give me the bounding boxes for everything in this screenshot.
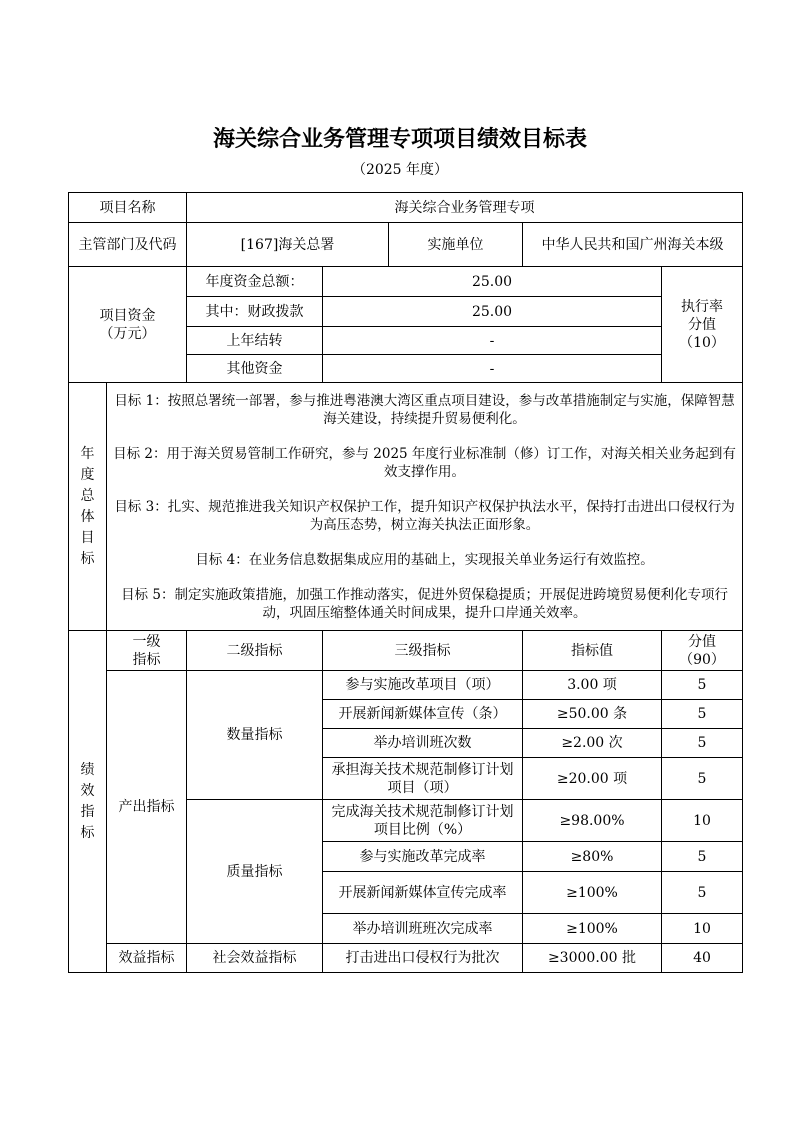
exec-rate-score: [662, 267, 743, 383]
indicator-name: 开展新闻新媒体宣传（条）: [323, 700, 523, 729]
funds-total-value: 25.00: [323, 267, 662, 297]
indicator-score: 5: [662, 700, 743, 729]
output-label: 产出指标: [107, 671, 187, 944]
funds-label: [69, 267, 187, 383]
performance-table: [68, 192, 743, 973]
indicator-value: ≥2.00 次: [523, 729, 662, 758]
header-level2: 二级指标: [187, 631, 323, 671]
indicator-value: ≥100%: [523, 914, 662, 944]
indicator-score: 5: [662, 842, 743, 872]
indicator-score: 5: [662, 671, 743, 700]
indicator-value: ≥50.00 条: [523, 700, 662, 729]
indicator-name: 举办培训班次数: [323, 729, 523, 758]
project-name-label: 项目名称: [69, 193, 187, 223]
exec-line1: 执行率: [681, 298, 724, 315]
social-benefit-label: 社会效益指标: [187, 944, 323, 973]
indicator-value: 3.00 项: [523, 671, 662, 700]
perf-label: [69, 631, 107, 973]
exec-line2: 分值: [688, 316, 717, 333]
impl-label: 实施单位: [389, 223, 523, 267]
funds-label-line1: 项目资金: [99, 307, 156, 324]
quantity-label: 数量指标: [187, 671, 323, 800]
indicator-score: 5: [662, 872, 743, 914]
header-level1-line1: 一级: [132, 633, 161, 650]
dept-label: 主管部门及代码: [69, 223, 187, 267]
project-name-value: 海关综合业务管理专项: [187, 193, 743, 223]
indicator-name: 打击进出口侵权行为批次: [323, 944, 523, 973]
goal-item: 目标 1：按照总署统一部署，参与推进粤港澳大湾区重点项目建设，参与改革措施制定与实施，保障智慧海关建设，持续提升贸易便利化。: [114, 392, 735, 427]
funds-other-label: 其他资金: [187, 355, 323, 383]
funds-carry-value: -: [323, 327, 662, 355]
funds-other-value: -: [323, 355, 662, 383]
indicator-name: 承担海关技术规范制修订计划项目（项）: [323, 758, 523, 800]
goals-label-text: 年度总体目标: [80, 445, 95, 567]
header-score-line2: （90）: [679, 651, 725, 668]
indicator-score: 10: [662, 800, 743, 842]
funds-fiscal-value: 25.00: [323, 297, 662, 327]
goals-label: [69, 383, 107, 631]
impl-value: 中华人民共和国广州海关本级: [523, 223, 743, 267]
funds-label-line2: （万元）: [99, 325, 156, 342]
page-subtitle: （2025 年度）: [351, 162, 449, 178]
indicator-name: 开展新闻新媒体宣传完成率: [323, 872, 523, 914]
indicator-score: 5: [662, 758, 743, 800]
header-level3: 三级指标: [323, 631, 523, 671]
header-score-line1: 分值: [688, 633, 717, 650]
indicator-score: 5: [662, 729, 743, 758]
indicator-value: ≥80%: [523, 842, 662, 872]
funds-total-label: 年度资金总额：: [187, 267, 323, 297]
exec-line3: （10）: [679, 334, 725, 351]
page-title: 海关综合业务管理专项项目绩效目标表: [212, 127, 587, 152]
quality-label: 质量指标: [187, 800, 323, 944]
header-level1-line2: 指标: [132, 651, 161, 668]
goal-item: 目标 5：制定实施政策措施，加强工作推动落实，促进外贸保稳提质；开展促进跨境贸易便利化专项行动，巩固压缩整体通关时间成果，提升口岸通关效率。: [121, 586, 728, 621]
indicator-name: 完成海关技术规范制修订计划项目比例（%）: [323, 800, 523, 842]
indicator-value: ≥20.00 项: [523, 758, 662, 800]
dept-value: [167]海关总署: [187, 223, 389, 267]
funds-carry-label: 上年结转: [187, 327, 323, 355]
funds-fiscal-label: 其中：财政拨款: [187, 297, 323, 327]
goal-item: 目标 4：在业务信息数据集成应用的基础上，实现报关单业务运行有效监控。: [195, 551, 654, 568]
goals-content: [107, 383, 743, 631]
perf-label-text: 绩效指标: [80, 761, 95, 841]
header-value: 指标值: [523, 631, 662, 671]
goal-item: 目标 3：扎实、规范推进我关知识产权保护工作，提升知识产权保护执法水平，保持打击进出口侵权行为为高压态势，树立海关执法正面形象。: [114, 498, 735, 533]
benefit-label: 效益指标: [107, 944, 187, 973]
indicator-name: 参与实施改革完成率: [323, 842, 523, 872]
indicator-value: ≥98.00%: [523, 800, 662, 842]
indicator-value: ≥100%: [523, 872, 662, 914]
indicator-name: 参与实施改革项目（项）: [323, 671, 523, 700]
indicator-name: 举办培训班班次完成率: [323, 914, 523, 944]
header-level1: [107, 631, 187, 671]
indicator-score: 40: [662, 944, 743, 973]
indicator-score: 10: [662, 914, 743, 944]
goal-item: 目标 2：用于海关贸易管制工作研究，参与 2025 年度行业标准制（修）订工作，对海关相关业务起到有效支撑作用。: [113, 445, 736, 480]
indicator-value: ≥3000.00 批: [523, 944, 662, 973]
header-score: [662, 631, 743, 671]
